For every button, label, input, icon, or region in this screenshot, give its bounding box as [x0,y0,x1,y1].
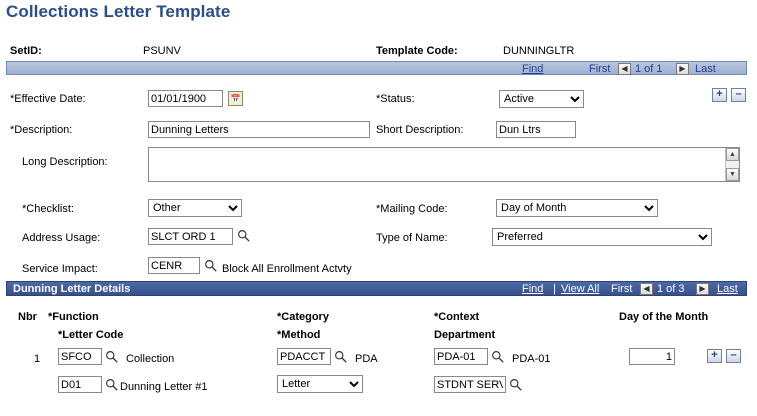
letter-code-description: Dunning Letter #1 [120,381,208,393]
first-label-top: First [589,63,611,75]
service-impact-label: Service Impact: [22,263,98,275]
dunning-letter-details-title: Dunning Letter Details [13,283,131,295]
column-header-nbr: Nbr [18,311,37,323]
mailing-code-label: *Mailing Code: [376,203,448,215]
long-description-box[interactable] [148,147,740,182]
scroll-down-icon[interactable]: ▼ [726,168,739,181]
find-link-details[interactable]: Find [522,283,544,295]
previous-detail-arrow-icon[interactable]: ◀ [640,283,653,295]
address-usage-label: Address Usage: [22,232,101,244]
service-impact-input[interactable] [148,257,200,274]
department-lookup-icon[interactable] [509,378,522,391]
function-lookup-icon[interactable] [105,350,118,363]
long-description-scrollbar[interactable] [725,148,739,181]
next-detail-arrow-icon[interactable]: ▶ [696,283,709,295]
address-usage-lookup-icon[interactable] [237,229,250,242]
first-label-details: First [611,283,633,295]
calendar-icon[interactable]: 📅 [228,91,243,106]
dunning-letter-details-bar: Dunning Letter Details Find | View All First ◀ 1 of 3 ▶ Last [6,281,747,296]
page-title: Collections Letter Template [6,2,231,21]
day-of-month-input[interactable] [629,348,675,365]
checklist-select[interactable] [148,199,242,217]
next-row-arrow-icon[interactable]: ▶ [676,63,689,75]
scroll-up-icon[interactable]: ▲ [726,148,739,161]
add-row-button-top[interactable]: + [712,88,727,102]
context-input[interactable] [434,348,488,365]
status-label: *Status: [376,93,415,105]
column-header-day-of-month: Day of the Month [619,311,709,323]
effective-date-label: *Effective Date: [10,93,86,105]
method-select[interactable] [277,375,363,393]
column-header-method: *Method [277,329,321,341]
context-lookup-icon[interactable] [491,350,504,363]
delete-detail-row-button[interactable]: – [726,349,741,363]
context-description: PDA-01 [512,353,551,365]
function-description: Collection [126,353,175,365]
last-label-details: Last [717,283,738,295]
long-description-label: Long Description: [22,156,108,168]
setid-value: PSUNV [143,45,181,57]
type-of-name-label: Type of Name: [376,232,448,244]
column-header-category: *Category [277,311,329,323]
function-input[interactable] [58,348,102,365]
short-description-label: Short Description: [376,124,464,136]
find-link-top[interactable]: Find [522,63,544,75]
top-navigation-bar [6,61,747,75]
row-range-top: 1 of 1 [635,63,663,75]
effective-date-input[interactable] [148,90,223,107]
column-header-letter-code: *Letter Code [58,329,124,341]
column-header-context: *Context [434,311,480,323]
last-label-top: Last [695,63,716,75]
letter-code-input[interactable] [58,376,102,393]
delete-row-button-top[interactable]: – [731,88,746,102]
row-nbr-value: 1 [34,353,41,365]
service-impact-lookup-icon[interactable] [204,259,217,272]
service-impact-description: Block All Enrollment Actvty [222,263,352,275]
status-select[interactable] [499,90,584,108]
category-lookup-icon[interactable] [334,350,347,363]
department-input[interactable] [434,376,506,393]
category-description: PDA [355,353,378,365]
template-code-label: Template Code: [376,45,458,57]
setid-label: SetID: [10,45,42,57]
column-header-function: *Function [48,311,99,323]
view-all-link-details[interactable]: View All [561,283,600,295]
mailing-code-select[interactable] [496,199,658,217]
add-detail-row-button[interactable]: + [707,349,722,363]
description-input[interactable] [148,121,370,138]
address-usage-input[interactable] [148,228,233,245]
template-code-value: DUNNINGLTR [503,45,575,57]
checklist-label: *Checklist: [22,203,74,215]
description-label: *Description: [10,124,73,136]
type-of-name-select[interactable] [492,228,712,246]
letter-code-lookup-icon[interactable] [105,378,118,391]
column-header-department: Department [434,329,496,341]
detail-range: 1 of 3 [657,283,685,295]
long-description-textarea[interactable] [149,148,727,181]
category-input[interactable] [277,348,331,365]
previous-row-arrow-icon[interactable]: ◀ [618,63,631,75]
short-description-input[interactable] [496,121,576,138]
